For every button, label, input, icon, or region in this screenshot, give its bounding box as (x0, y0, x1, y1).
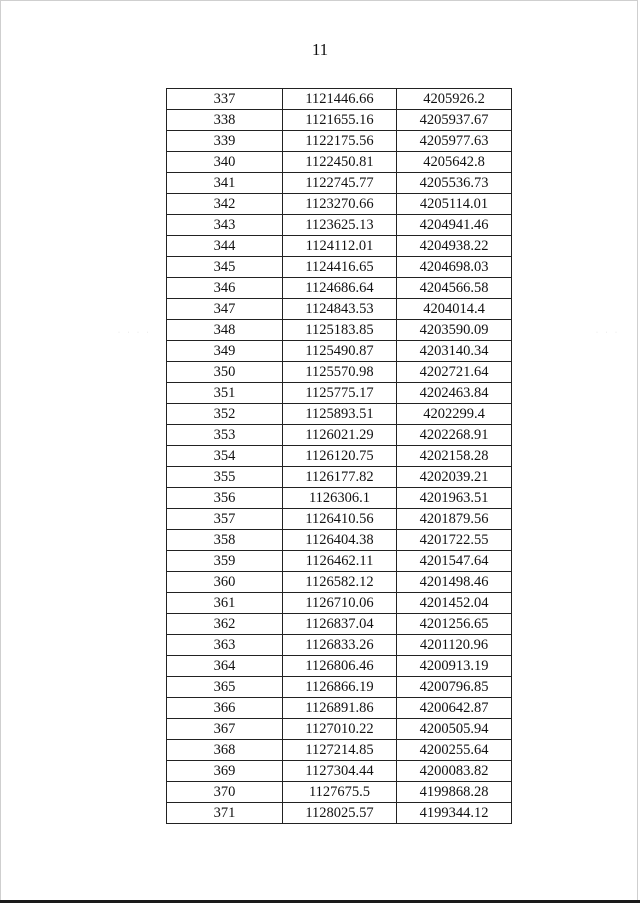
point-number-cell: 361 (167, 593, 283, 614)
y-coordinate-cell: 4201498.46 (397, 572, 512, 593)
y-coordinate-cell: 4201722.55 (397, 530, 512, 551)
point-number-cell: 359 (167, 551, 283, 572)
table-row (167, 89, 512, 110)
y-coordinate-cell: 4201256.65 (397, 614, 512, 635)
scan-artifact: · · · (596, 330, 620, 336)
point-number-cell: 353 (167, 425, 283, 446)
table-row (167, 341, 512, 362)
x-coordinate-cell: 1126866.19 (283, 677, 397, 698)
point-number-cell: 368 (167, 740, 283, 761)
page-number: 11 (311, 40, 329, 59)
y-coordinate-cell: 4199868.28 (397, 782, 512, 803)
y-coordinate-cell: 4201963.51 (397, 488, 512, 509)
x-coordinate-cell: 1126806.46 (283, 656, 397, 677)
table-row (167, 194, 512, 215)
point-number-cell: 354 (167, 446, 283, 467)
y-coordinate-cell: 4205937.67 (397, 110, 512, 131)
x-coordinate-cell: 1126833.26 (283, 635, 397, 656)
x-coordinate-cell: 1128025.57 (283, 803, 397, 824)
y-coordinate-cell: 4205114.01 (397, 194, 512, 215)
x-coordinate-cell: 1126021.29 (283, 425, 397, 446)
table-row (167, 698, 512, 719)
table-row (167, 614, 512, 635)
x-coordinate-cell: 1126891.86 (283, 698, 397, 719)
point-number-cell: 346 (167, 278, 283, 299)
table-row (167, 677, 512, 698)
table-row (167, 131, 512, 152)
table-row (167, 656, 512, 677)
point-number-cell: 340 (167, 152, 283, 173)
point-number-cell: 347 (167, 299, 283, 320)
x-coordinate-cell: 1125570.98 (283, 362, 397, 383)
point-number-cell: 360 (167, 572, 283, 593)
table-row (167, 425, 512, 446)
table-row (167, 446, 512, 467)
table-row (167, 236, 512, 257)
table-row (167, 152, 512, 173)
point-number-cell: 349 (167, 341, 283, 362)
x-coordinate-cell: 1126404.38 (283, 530, 397, 551)
y-coordinate-cell: 4204941.46 (397, 215, 512, 236)
point-number-cell: 357 (167, 509, 283, 530)
y-coordinate-cell: 4200913.19 (397, 656, 512, 677)
point-number-cell: 348 (167, 320, 283, 341)
x-coordinate-cell: 1126177.82 (283, 467, 397, 488)
x-coordinate-cell: 1125775.17 (283, 383, 397, 404)
y-coordinate-cell: 4202721.64 (397, 362, 512, 383)
y-coordinate-cell: 4202463.84 (397, 383, 512, 404)
coordinates-table (166, 88, 512, 824)
y-coordinate-cell: 4200642.87 (397, 698, 512, 719)
y-coordinate-cell: 4203140.34 (397, 341, 512, 362)
x-coordinate-cell: 1127214.85 (283, 740, 397, 761)
y-coordinate-cell: 4204566.58 (397, 278, 512, 299)
table-row (167, 740, 512, 761)
y-coordinate-cell: 4200083.82 (397, 761, 512, 782)
point-number-cell: 338 (167, 110, 283, 131)
scan-artifact: · · · · (118, 330, 152, 336)
point-number-cell: 352 (167, 404, 283, 425)
table-row (167, 551, 512, 572)
y-coordinate-cell: 4200255.64 (397, 740, 512, 761)
x-coordinate-cell: 1125490.87 (283, 341, 397, 362)
x-coordinate-cell: 1127675.5 (283, 782, 397, 803)
x-coordinate-cell: 1126410.56 (283, 509, 397, 530)
x-coordinate-cell: 1126306.1 (283, 488, 397, 509)
table-row (167, 383, 512, 404)
y-coordinate-cell: 4202039.21 (397, 467, 512, 488)
x-coordinate-cell: 1126462.11 (283, 551, 397, 572)
x-coordinate-cell: 1124843.53 (283, 299, 397, 320)
y-coordinate-cell: 4205642.8 (397, 152, 512, 173)
y-coordinate-cell: 4200505.94 (397, 719, 512, 740)
y-coordinate-cell: 4201120.96 (397, 635, 512, 656)
table-row (167, 488, 512, 509)
x-coordinate-cell: 1123270.66 (283, 194, 397, 215)
point-number-cell: 342 (167, 194, 283, 215)
x-coordinate-cell: 1124686.64 (283, 278, 397, 299)
x-coordinate-cell: 1127304.44 (283, 761, 397, 782)
y-coordinate-cell: 4204014.4 (397, 299, 512, 320)
x-coordinate-cell: 1124416.65 (283, 257, 397, 278)
x-coordinate-cell: 1127010.22 (283, 719, 397, 740)
x-coordinate-cell: 1122175.56 (283, 131, 397, 152)
table-row (167, 593, 512, 614)
y-coordinate-cell: 4199344.12 (397, 803, 512, 824)
x-coordinate-cell: 1126837.04 (283, 614, 397, 635)
point-number-cell: 370 (167, 782, 283, 803)
table-row (167, 173, 512, 194)
table-row (167, 803, 512, 824)
table-row (167, 257, 512, 278)
x-coordinate-cell: 1126120.75 (283, 446, 397, 467)
x-coordinate-cell: 1126582.12 (283, 572, 397, 593)
table-row (167, 299, 512, 320)
point-number-cell: 364 (167, 656, 283, 677)
table-row (167, 362, 512, 383)
point-number-cell: 341 (167, 173, 283, 194)
table-row (167, 782, 512, 803)
point-number-cell: 365 (167, 677, 283, 698)
y-coordinate-cell: 4201547.64 (397, 551, 512, 572)
y-coordinate-cell: 4205926.2 (397, 89, 512, 110)
y-coordinate-cell: 4201452.04 (397, 593, 512, 614)
scan-bottom-edge (0, 900, 640, 903)
x-coordinate-cell: 1125893.51 (283, 404, 397, 425)
table-row (167, 404, 512, 425)
table-row (167, 278, 512, 299)
point-number-cell: 371 (167, 803, 283, 824)
point-number-cell: 358 (167, 530, 283, 551)
point-number-cell: 362 (167, 614, 283, 635)
y-coordinate-cell: 4201879.56 (397, 509, 512, 530)
y-coordinate-cell: 4202299.4 (397, 404, 512, 425)
table-row (167, 530, 512, 551)
y-coordinate-cell: 4204698.03 (397, 257, 512, 278)
x-coordinate-cell: 1121446.66 (283, 89, 397, 110)
table-row (167, 719, 512, 740)
table-row (167, 572, 512, 593)
point-number-cell: 339 (167, 131, 283, 152)
point-number-cell: 345 (167, 257, 283, 278)
table-row (167, 761, 512, 782)
y-coordinate-cell: 4205977.63 (397, 131, 512, 152)
y-coordinate-cell: 4205536.73 (397, 173, 512, 194)
table-row (167, 320, 512, 341)
point-number-cell: 366 (167, 698, 283, 719)
point-number-cell: 344 (167, 236, 283, 257)
x-coordinate-cell: 1122745.77 (283, 173, 397, 194)
y-coordinate-cell: 4202158.28 (397, 446, 512, 467)
x-coordinate-cell: 1125183.85 (283, 320, 397, 341)
table-row (167, 110, 512, 131)
point-number-cell: 356 (167, 488, 283, 509)
x-coordinate-cell: 1124112.01 (283, 236, 397, 257)
point-number-cell: 367 (167, 719, 283, 740)
table-row (167, 509, 512, 530)
coordinates-table-body (167, 89, 512, 824)
y-coordinate-cell: 4203590.09 (397, 320, 512, 341)
point-number-cell: 369 (167, 761, 283, 782)
table-row (167, 635, 512, 656)
point-number-cell: 355 (167, 467, 283, 488)
y-coordinate-cell: 4204938.22 (397, 236, 512, 257)
table-row (167, 467, 512, 488)
point-number-cell: 343 (167, 215, 283, 236)
point-number-cell: 337 (167, 89, 283, 110)
table-row (167, 215, 512, 236)
point-number-cell: 350 (167, 362, 283, 383)
x-coordinate-cell: 1121655.16 (283, 110, 397, 131)
x-coordinate-cell: 1126710.06 (283, 593, 397, 614)
y-coordinate-cell: 4202268.91 (397, 425, 512, 446)
x-coordinate-cell: 1122450.81 (283, 152, 397, 173)
point-number-cell: 363 (167, 635, 283, 656)
y-coordinate-cell: 4200796.85 (397, 677, 512, 698)
x-coordinate-cell: 1123625.13 (283, 215, 397, 236)
point-number-cell: 351 (167, 383, 283, 404)
